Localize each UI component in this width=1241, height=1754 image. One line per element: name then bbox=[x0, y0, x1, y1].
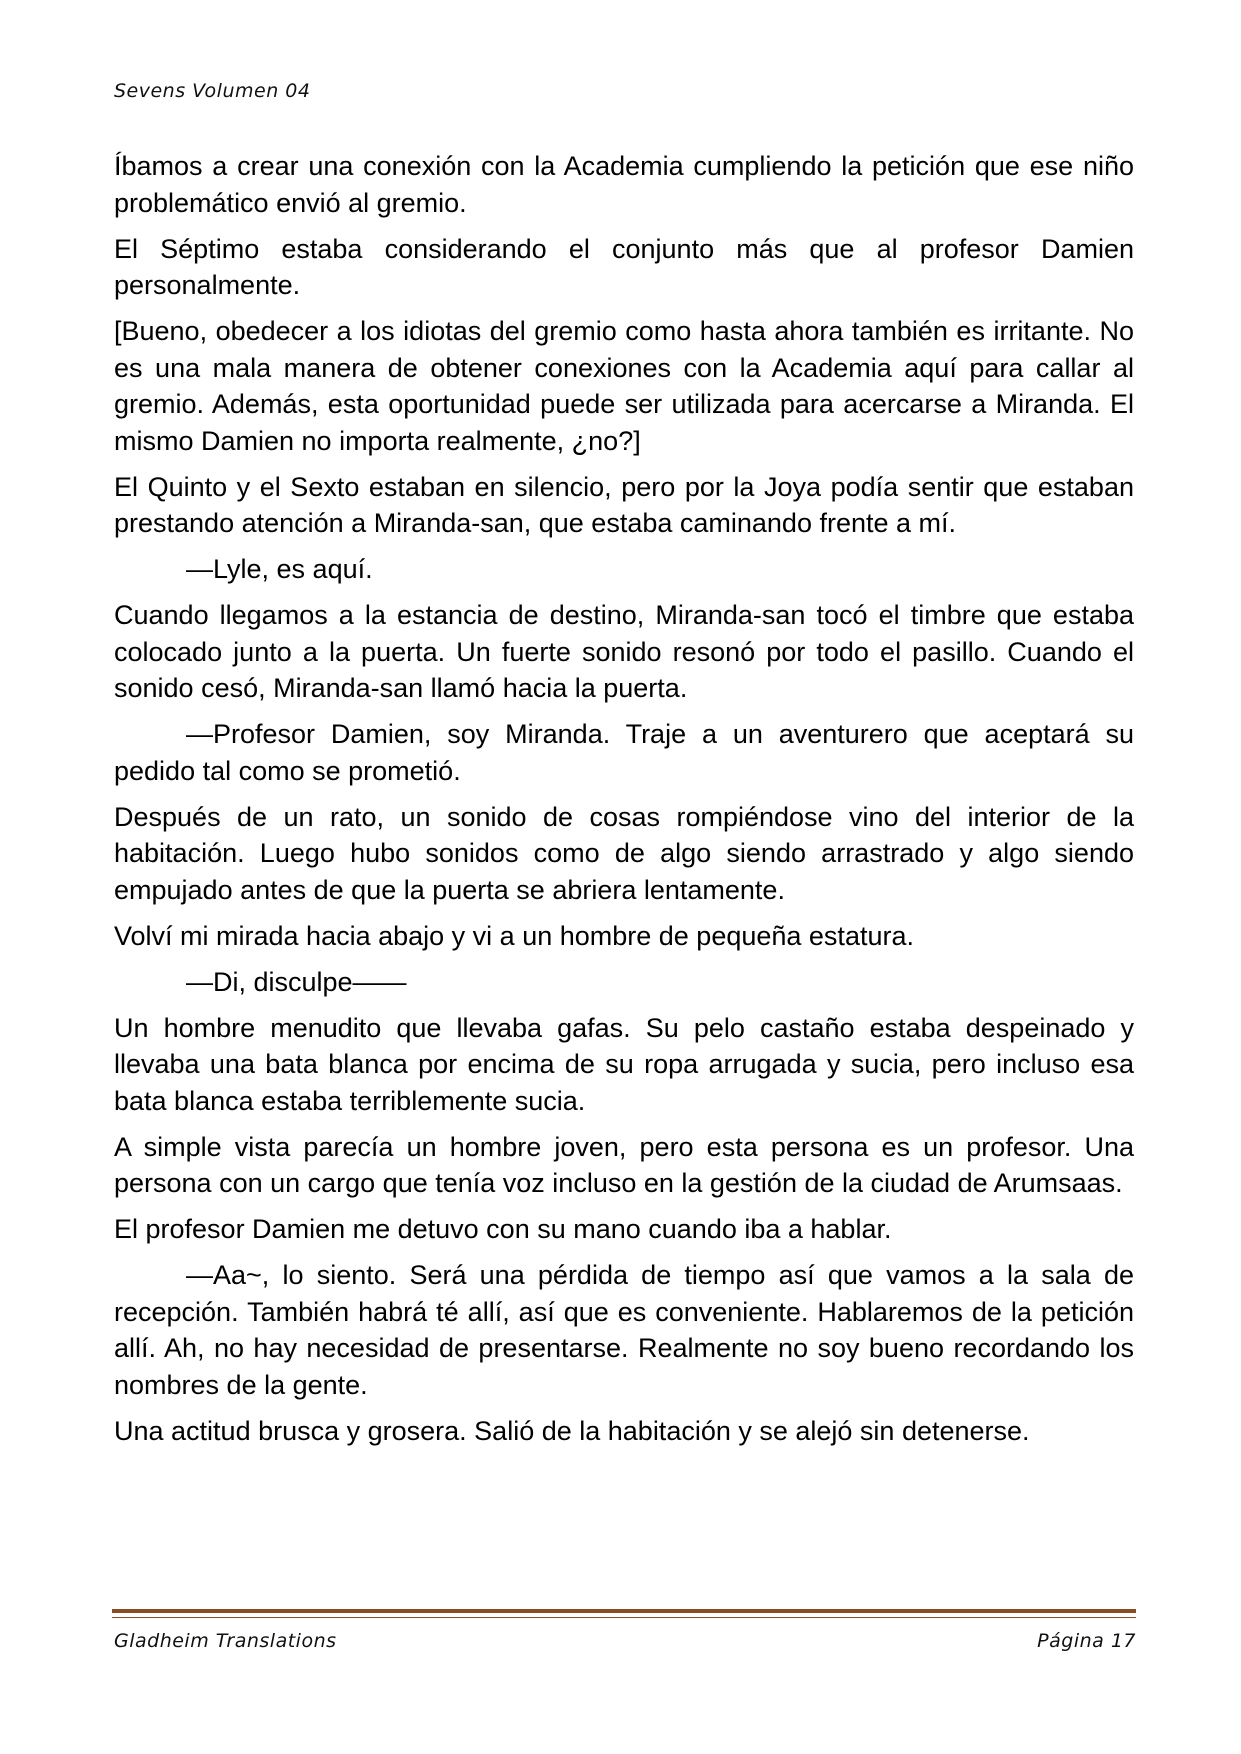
body-text bbox=[114, 148, 1134, 1459]
dialogue-paragraph: —Lyle, es aquí. bbox=[186, 554, 373, 584]
paragraph: Una actitud brusca y grosera. Salió de la habitación y se alejó sin detenerse. bbox=[114, 1415, 1030, 1446]
footer-rule-thick bbox=[112, 1609, 1136, 1613]
paragraph: Íbamos a crear una conexión con la Academia cumpliendo la petición que ese niño problemático envió al gremio. bbox=[114, 151, 1134, 218]
paragraph: Después de un rato, un sonido de cosas rompiéndose vino del interior de la habitación. Luego hubo sonidos como de algo siendo arrastrado y algo siendo empujado antes de que la puerta se abriera lentamente. bbox=[114, 801, 1134, 905]
footer-page-number: Página 17 bbox=[1037, 1630, 1136, 1652]
dialogue-paragraph: —Aa~, lo siento. Será una pérdida de tiempo así que vamos a la sala de recepción. También habrá té allí, así que es conveniente. Hablaremos de la petición allí. Ah, no hay necesidad de presentarse. Realmente no soy bueno recordando los nombres de la gente. bbox=[114, 1260, 1134, 1400]
paragraph: El Quinto y el Sexto estaban en silencio, pero por la Joya podía sentir que estaban prestando atención a Miranda-san, que estaba caminando frente a mí. bbox=[114, 471, 1134, 538]
paragraph: A simple vista parecía un hombre joven, pero esta persona es un profesor. Una persona con un cargo que tenía voz incluso en la gestión de la ciudad de Arumsaas. bbox=[114, 1131, 1134, 1198]
paragraph: Un hombre menudito que llevaba gafas. Su pelo castaño estaba despeinado y llevaba una bata blanca por encima de su ropa arrugada y sucia, pero incluso esa bata blanca estaba terriblemente sucia. bbox=[114, 1012, 1134, 1116]
paragraph: Cuando llegamos a la estancia de destino, Miranda-san tocó el timbre que estaba colocado junto a la puerta. Un fuerte sonido resonó por todo el pasillo. Cuando el sonido cesó, Miranda-san llamó hacia la puerta. bbox=[114, 600, 1134, 703]
paragraph: El profesor Damien me detuvo con su mano cuando iba a hablar. bbox=[114, 1214, 892, 1244]
paragraph: [Bueno, obedecer a los idiotas del gremio como hasta ahora también es irritante. No es una mala manera de obtener conexiones con la Academia aquí para callar al gremio. Además, esta oportunidad puede ser utilizada para acercarse a Miranda. El mismo Damien no importa realmente, ¿no?] bbox=[114, 316, 1134, 456]
running-header: Sevens Volumen 04 bbox=[114, 80, 311, 102]
footer-publisher: Gladheim Translations bbox=[114, 1630, 337, 1652]
dialogue-paragraph: —Di, disculpe—— bbox=[186, 966, 407, 997]
footer-rule-thin bbox=[112, 1617, 1136, 1618]
paragraph: Volví mi mirada hacia abajo y vi a un hombre de pequeña estatura. bbox=[114, 920, 914, 951]
paragraph: El Séptimo estaba considerando el conjunto más que al profesor Damien personalmente. bbox=[114, 233, 1134, 300]
dialogue-paragraph: —Profesor Damien, soy Miranda. Traje a un aventurero que aceptará su pedido tal como se prometió. bbox=[114, 719, 1134, 786]
